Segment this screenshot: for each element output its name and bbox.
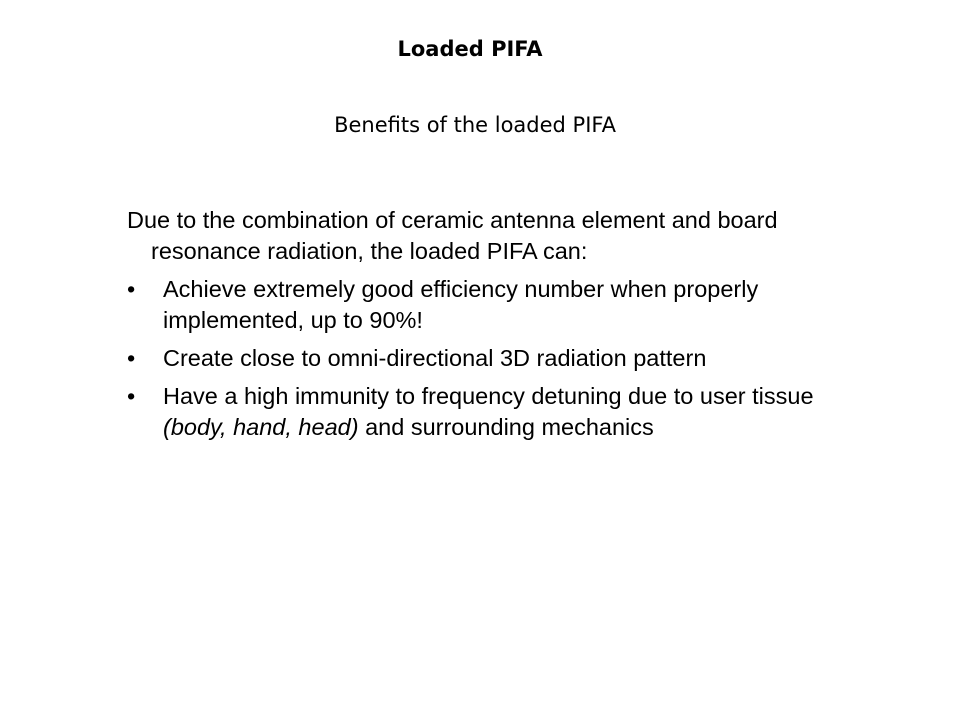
list-item	[127, 274, 867, 336]
slide-title: Loaded PIFA	[397, 37, 543, 61]
bullet-text-italic: (body, hand, head)	[163, 414, 359, 440]
intro-paragraph: Due to the combination of ceramic antenna element and board resonance radiation, the loaded PIFA can:	[127, 207, 778, 264]
bullet-text-end: and surrounding mechanics	[358, 414, 654, 440]
bullet-text: Create close to omni-directional 3D radiation pattern	[163, 345, 707, 371]
bullet-icon: •	[127, 383, 136, 409]
benefits-list	[127, 274, 867, 443]
slide-body	[127, 205, 867, 450]
bullet-text-start: Have a high immunity to frequency detuning due to user tissue	[163, 383, 814, 409]
list-item	[127, 343, 867, 374]
list-item	[127, 381, 867, 443]
slide-subtitle: Benefits of the loaded PIFA	[334, 113, 616, 137]
bullet-text	[163, 383, 814, 440]
bullet-icon: •	[127, 276, 136, 302]
bullet-icon: •	[127, 345, 136, 371]
bullet-text: Achieve extremely good efficiency number when properly implemented, up to 90%!	[163, 276, 759, 333]
